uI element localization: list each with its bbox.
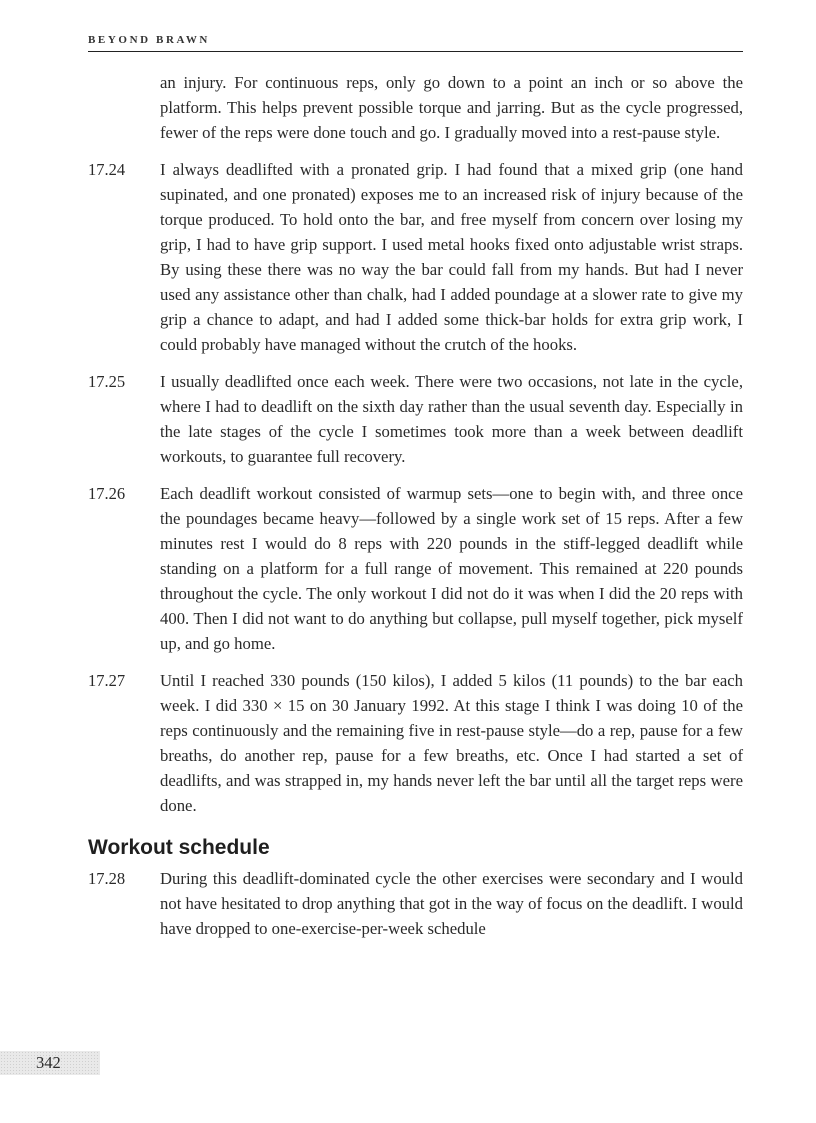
paragraph-17-24	[88, 157, 743, 357]
page-number: 342	[36, 1053, 61, 1072]
paragraph-number: 17.24	[88, 160, 126, 179]
paragraph-number: 17.26	[88, 484, 126, 503]
paragraph-17-25	[88, 369, 743, 469]
section-heading: Workout schedule	[88, 836, 270, 859]
paragraph-text: I usually deadlifted once each week. There were two occasions, not late in the cycle, where I had to deadlift on the sixth day rather than the usual seventh day. Especially in the late stages of the cycle I sometimes took more than a week between deadlift workouts, to guarantee full recovery.	[160, 372, 743, 466]
paragraph-text: Each deadlift workout consisted of warmup sets—one to begin with, and three once the poundages became heavy—followed by a single work set of 15 reps. After a few minutes rest I would do 8 reps with 220 pounds in the stiff-legged deadlift while standing on a platform for a full range of movement. This remained at 220 pounds throughout the cycle. The only workout I did not do it was when I did the 20 reps with 400. Then I did not want to do anything but collapse, pull myself together, pick myself up, and go home.	[160, 484, 743, 653]
paragraph-number: 17.28	[88, 869, 126, 888]
running-head: BEYOND BRAWN	[88, 34, 210, 46]
paragraph-text: I always deadlifted with a pronated grip. I had found that a mixed grip (one hand supinated, and one pronated) exposes me to an increased risk of injury because of the torque produced. To hold onto the bar, and free myself from concern over losing my grip, I had to have grip support. I used metal hooks fixed onto adjustable wrist straps. By using these there was no way the bar could fall from my hands. But had I never used any assistance other than chalk, had I added poundage at a slower rate to give my grip a chance to adapt, and had I added some thick-bar holds for extra grip work, I could probably have managed without the crutch of the hooks.	[160, 160, 743, 354]
paragraph-text: During this deadlift-dominated cycle the other exercises were secondary and I would not have hesitated to drop anything that got in the way of focus on the deadlift. I would have dropped to one-exercise-per-week schedule	[160, 869, 743, 938]
paragraph-text: an injury. For continuous reps, only go down to a point an inch or so above the platform. This helps prevent possible torque and jarring. But as the cycle progressed, fewer of the reps were done touch and go. I gradually moved into a rest-pause style.	[160, 73, 743, 142]
paragraph-17-27	[88, 668, 743, 818]
paragraph-17-26	[88, 481, 743, 656]
paragraph-text: Until I reached 330 pounds (150 kilos), I added 5 kilos (11 pounds) to the bar each week. I did 330 × 15 on 30 January 1992. At this stage I think I was doing 10 of the reps continuously and the remaining five in rest-pause style—do a rep, pause for a few breaths, do another rep, pause for a few breaths, etc. Once I had started a set of deadlifts, and was strapped in, my hands never left the bar until all the target reps were done.	[160, 671, 743, 815]
paragraph-continued	[88, 70, 743, 145]
paragraph-17-28	[88, 866, 743, 941]
paragraph-number: 17.25	[88, 372, 126, 391]
page-body	[88, 70, 743, 941]
paragraph-number: 17.27	[88, 671, 126, 690]
header-rule	[88, 51, 743, 52]
